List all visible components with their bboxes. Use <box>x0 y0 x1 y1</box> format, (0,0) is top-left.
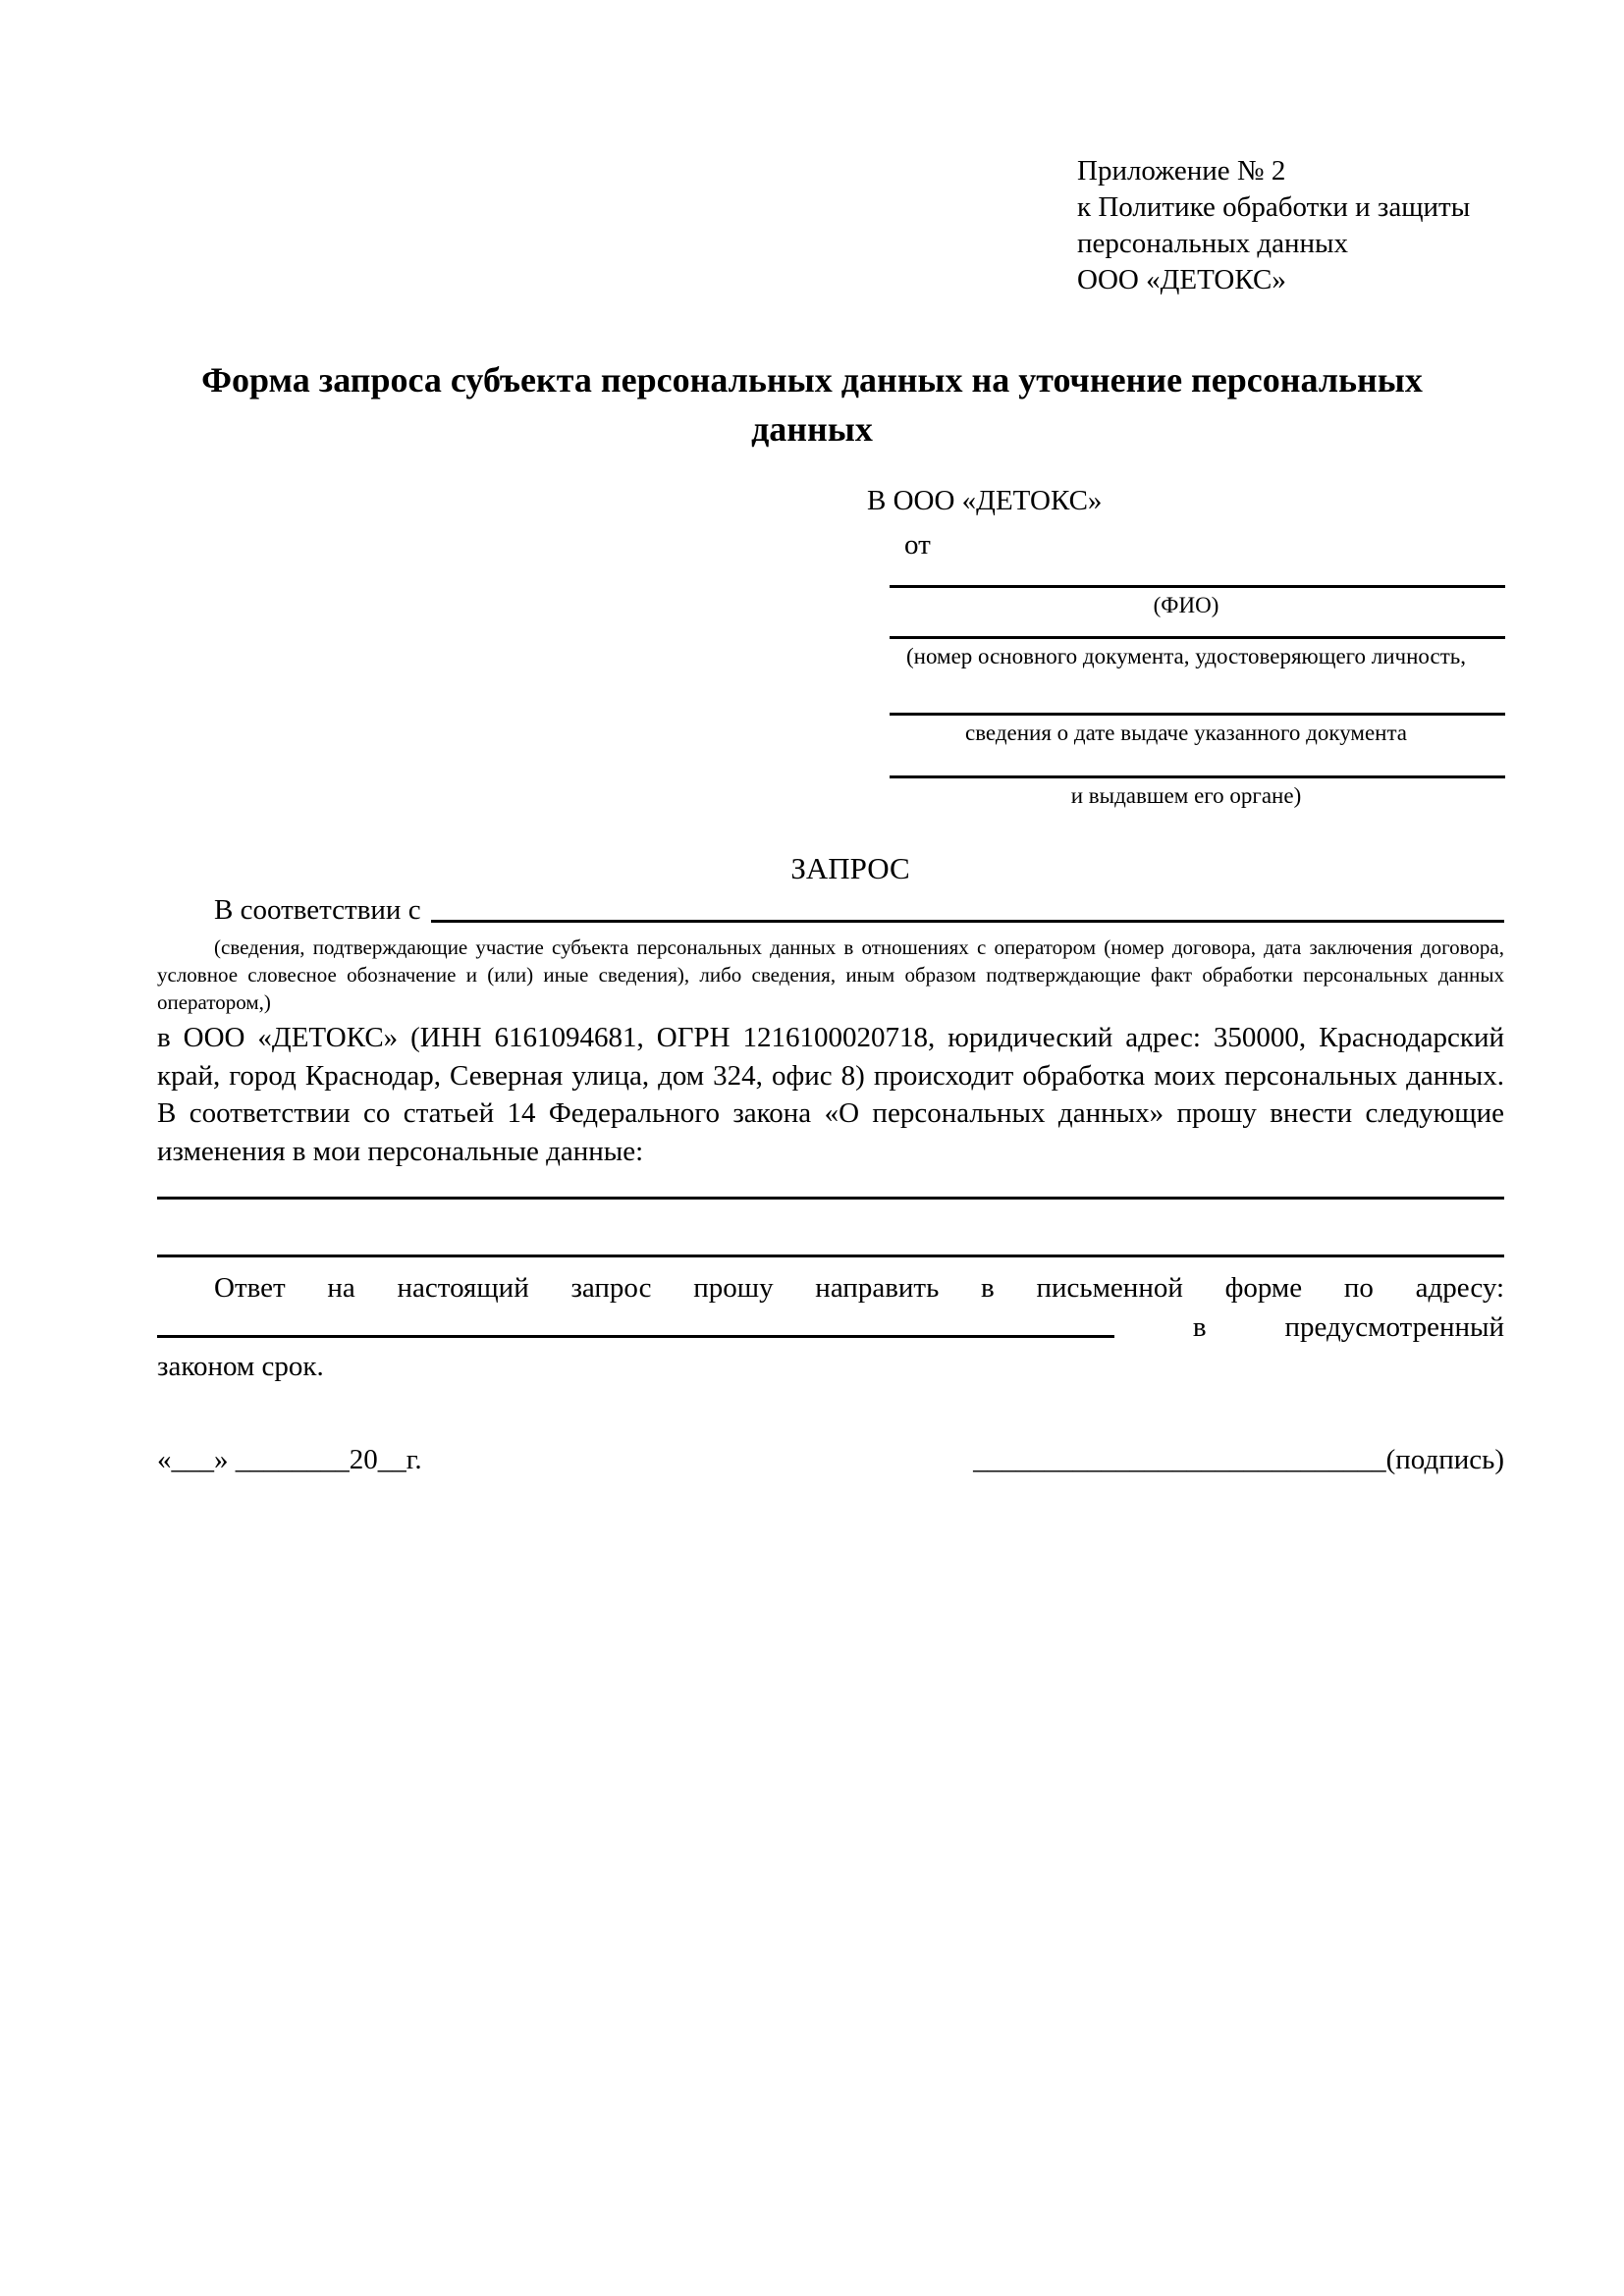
signature-blank-line: _____________________________ <box>973 1444 1386 1475</box>
intro-blank-line <box>431 920 1504 923</box>
reply-provided-word: предусмотренный <box>1284 1311 1504 1344</box>
field-issue-date <box>867 713 1505 747</box>
appendix-header-line: Приложение № 2 <box>1077 155 1286 187</box>
intro-line <box>157 891 1504 929</box>
changes-blank-line-1 <box>157 1197 1504 1200</box>
recipient-from-label: от <box>904 529 931 561</box>
page-title-text: Форма запроса субъекта персональных данных на уточнение персональных данных <box>201 360 1423 449</box>
recipient-block <box>867 483 1505 810</box>
signature-area <box>973 1441 1504 1478</box>
field-document-number <box>867 636 1505 670</box>
changes-blank-line-2 <box>157 1255 1504 1257</box>
reply-term-text: законом срок. <box>157 1351 324 1383</box>
recipient-to: В ООО «ДЕТОКС» <box>867 485 1103 516</box>
reply-address-line <box>157 1307 1504 1346</box>
page-title <box>0 355 1624 454</box>
appendix-header-line: ООО «ДЕТОКС» <box>1077 264 1286 295</box>
request-heading: ЗАПРОС <box>790 851 910 885</box>
field-issuing-authority <box>867 775 1505 810</box>
appendix-header <box>1077 153 1470 298</box>
appendix-header-line: персональных данных <box>1077 228 1349 259</box>
document-number-caption: (номер основного документа, удостоверяющего личность, <box>905 644 1466 668</box>
request-body-column <box>157 891 1504 1385</box>
field-fio <box>867 585 1505 619</box>
fio-caption: (ФИО) <box>1153 593 1219 617</box>
date-blank-template: «___» ________20__г. <box>157 1444 422 1475</box>
issuing-authority-caption: и выдавшем его органе) <box>1070 783 1302 808</box>
signature-caption: (подпись) <box>1385 1444 1504 1475</box>
footer-row <box>157 1441 1504 1478</box>
reply-address-blank-line <box>157 1335 1114 1338</box>
intro-prefix-text: В соответствии с <box>214 894 421 926</box>
issue-date-caption: сведения о дате выдаче указанного документа <box>964 721 1408 745</box>
request-main-text: в ООО «ДЕТОКС» (ИНН 6161094681, ОГРН 1216100020718, юридический адрес: 350000, Краснодарский край, город Краснодар, Северная улица, дом 324, офис 8) происходит обработка моих персональных данных. В соответствии со статьей 14 Федерального закона «О персональных данных» прошу внести следующие изменения в мои персональные данные: <box>157 1022 1504 1167</box>
appendix-header-line: к Политике обработки и защиты <box>1077 191 1471 223</box>
reply-request-text: Ответ на настоящий запрос прошу направить в письменной форме по адресу: <box>214 1272 1504 1305</box>
reply-in-word: в <box>1192 1311 1207 1344</box>
intro-footnote-text: (сведения, подтверждающие участие субъекта персональных данных в отношениях с оператором (номер договора, дата заключения договора, условное словесное обозначение и (или) иные сведения), либо сведения, иным образом подтверждающие факт обработки персональных данных оператором,) <box>157 935 1504 1014</box>
